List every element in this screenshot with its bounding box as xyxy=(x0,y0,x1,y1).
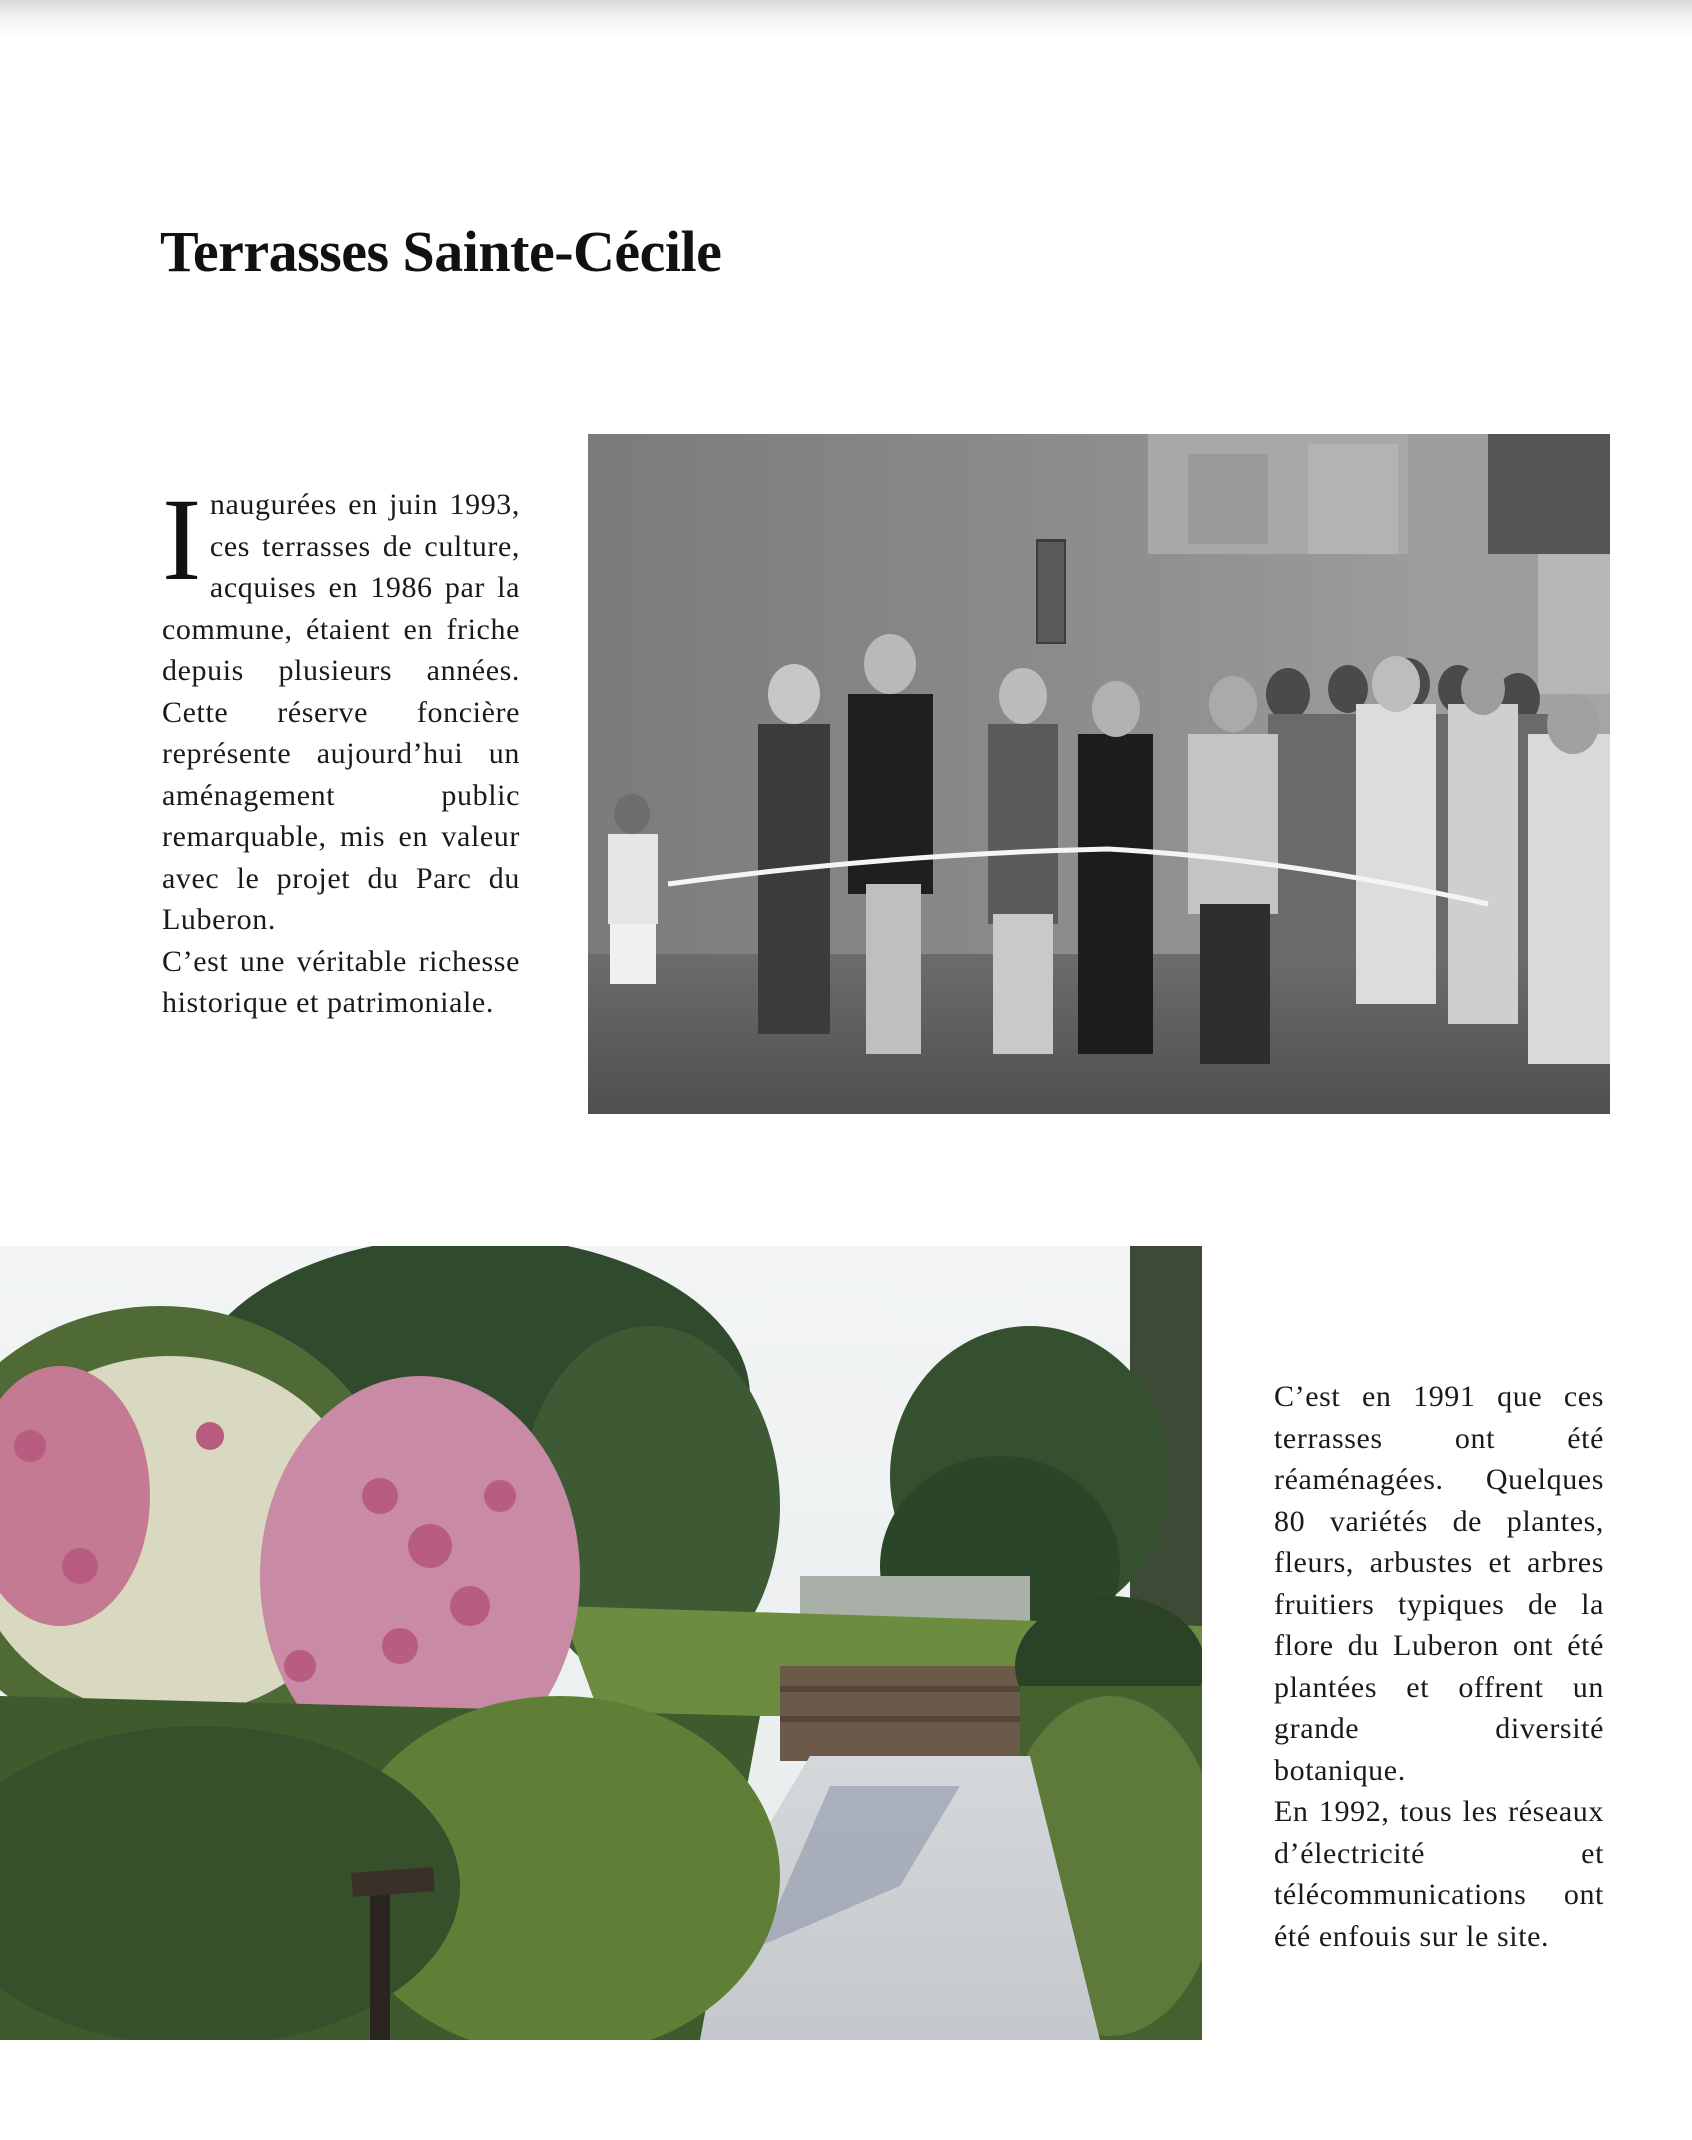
networks-text: En 1992, tous les réseaux d’électricité et télécommunications ont été enfouis sur le site. xyxy=(1274,1795,1604,1953)
inauguration-photo xyxy=(588,434,1610,1114)
intro-paragraph xyxy=(162,474,520,1024)
restoration-text: C’est en 1991 que ces terrasses ont été réaménagées. Quelques 80 variétés de plantes, fleurs, arbustes et arbres fruitiers typiques de la flore du Luberon ont été plantées et offrent un grande diversité botanique. xyxy=(1274,1380,1604,1787)
restoration-paragraph xyxy=(1274,1376,1604,1957)
garden-photo xyxy=(0,1246,1202,2040)
garden-photo-illustration xyxy=(0,1246,1202,2040)
top-shadow xyxy=(0,0,1692,40)
intro-text-conclusion: C’est une véritable richesse historique et patrimoniale. xyxy=(162,944,520,1019)
page-title: Terrasses Sainte-Cécile xyxy=(160,219,722,284)
intro-text: naugurées en juin 1993, ces terrasses de culture, acquises en 1986 par la commune, étaient en friche depuis plusieurs années. Cette réserve foncière représente aujourd’hui un aménagement public remarquable, mis en valeur avec le projet du Parc du Luberon. xyxy=(162,488,520,936)
inauguration-photo-illustration xyxy=(588,434,1610,1114)
intro-text-block xyxy=(162,474,520,941)
drop-cap: I xyxy=(162,474,202,605)
